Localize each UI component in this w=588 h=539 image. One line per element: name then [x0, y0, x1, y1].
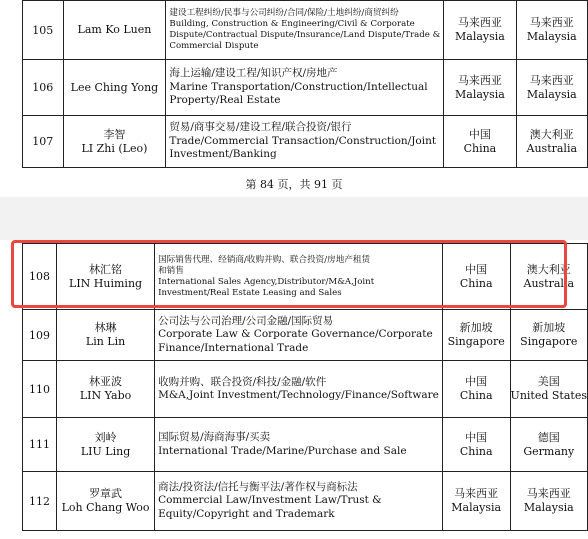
residence [516, 1, 587, 60]
area-line: 国际销售代理、经销商/收购并购、联合投资/房地产租赁 [158, 254, 371, 265]
name-line: Lee Ching Yong [70, 80, 159, 94]
residence-line: 澳大利亚 [526, 262, 571, 276]
area-line: 贸易/商事交易/建设工程/联合投资/银行 [169, 121, 352, 134]
residence-line: Australia [523, 276, 575, 290]
name-line: LIN Huiming [69, 276, 143, 290]
residence [510, 472, 587, 531]
area-line: International Trade/Marine/Purchase and Sale [158, 444, 407, 457]
residence [510, 310, 587, 361]
table-row [23, 310, 588, 361]
residence-line: Singapore [520, 335, 578, 348]
nationality-line: China [459, 389, 493, 402]
name-line: Lam Ko Luen [77, 23, 152, 36]
area-line: 收购并购、联合投资/科技/金融/软件 [158, 375, 327, 388]
area-line: Building, Construction & Engineering/Civil & Corporate [169, 19, 415, 29]
nationality-line: Malaysia [451, 501, 502, 514]
row-number: 110 [23, 361, 57, 418]
name-line: LI Zhi (Leo) [81, 141, 148, 155]
area-line: 国际贸易/海商海事/买卖 [158, 431, 271, 443]
residence [510, 418, 587, 472]
document-page-84 [0, 0, 588, 197]
area-line: 海上运输/建设工程/知识产权/房地产 [169, 67, 338, 80]
area-line: M&A,Joint Investment/Technology/Finance/Software [158, 389, 439, 401]
row-number: 105 [23, 1, 64, 60]
name-line: 林琳 [94, 321, 117, 334]
practice-area [155, 361, 443, 418]
area-line: Corporate Law & Corporate Governance/Corporate [158, 328, 433, 341]
row-number: 112 [23, 472, 57, 531]
residence-line: Australia [526, 141, 578, 155]
area-line: Commercial Dispute [169, 41, 259, 51]
residence-line: 新加坡 [532, 321, 566, 334]
arbitrator-name [63, 60, 166, 116]
area-line: International Sales Agency,Distributor/M&A,Joint [158, 276, 375, 287]
area-line: 商法/投资法/信托与衡平法/著作权与商标法 [158, 480, 358, 493]
residence-line: Malaysia [523, 501, 574, 514]
nationality [442, 310, 510, 361]
page-gap [0, 197, 588, 240]
nationality-line: Malaysia [455, 30, 505, 43]
nationality [444, 1, 516, 60]
arbitrator-name [57, 361, 155, 418]
name-line: 刘岭 [94, 430, 117, 444]
table-row [23, 418, 588, 472]
area-line: 和销售 [158, 265, 184, 276]
area-line: Investment/Real Estate Leasing and Sales [158, 287, 342, 298]
residence-line: Malaysia [526, 87, 577, 101]
nationality-line: 马来西亚 [457, 73, 502, 87]
row-number: 106 [23, 60, 64, 116]
residence-line: 澳大利亚 [529, 127, 574, 141]
arbitrator-name [63, 1, 166, 60]
nationality-line: 中国 [465, 375, 488, 388]
name-line: LIN Yabo [79, 389, 132, 402]
nationality [444, 60, 516, 116]
residence-line: 马来西亚 [529, 73, 574, 87]
nationality-line: China [463, 141, 497, 155]
nationality-line: 马来西亚 [457, 16, 502, 29]
area-line: Commercial Law/Investment Law/Trust & [158, 494, 382, 507]
nationality-line: Singapore [447, 335, 505, 348]
residence-line: 德国 [537, 430, 560, 444]
residence-line: 马来西亚 [529, 16, 574, 29]
arbitrator-name [57, 418, 155, 472]
area-line: 建设工程纠纷/民事与公司纠纷/合同/保险/土地纠纷/商贸纠纷 [169, 8, 399, 18]
row-number: 111 [23, 418, 57, 472]
practice-area [155, 418, 443, 472]
practice-area [166, 116, 444, 168]
area-line: Property/Real Estate [169, 94, 281, 107]
name-line: 李智 [103, 127, 126, 141]
nationality-line: Malaysia [455, 87, 505, 101]
table-row [23, 116, 588, 168]
nationality-line: China [459, 276, 493, 290]
name-line: LIU Ling [80, 444, 131, 458]
practice-area [155, 472, 443, 531]
arbitrator-name [57, 310, 155, 361]
residence [516, 60, 587, 116]
row-number: 108 [23, 244, 57, 310]
practice-area [155, 310, 443, 361]
nationality-line: 中国 [468, 127, 491, 141]
table-row [23, 472, 588, 531]
name-line: 林亚波 [89, 375, 123, 388]
row-number: 107 [23, 116, 64, 168]
nationality [442, 418, 510, 472]
highlight-box-row-108 [11, 240, 567, 308]
residence-line: 美国 [537, 375, 560, 388]
table-row [23, 60, 588, 116]
name-line: Lin Lin [85, 335, 126, 348]
residence [510, 361, 587, 418]
area-line: 公司法与公司治理/公司金融/国际贸易 [158, 314, 334, 327]
row-number: 109 [23, 310, 57, 361]
nationality [444, 116, 516, 168]
nationality [442, 472, 510, 531]
table-row [23, 1, 588, 60]
nationality-line: 马来西亚 [454, 487, 499, 500]
residence-line: Germany [523, 444, 575, 458]
residence [516, 116, 587, 168]
arbitrator-name [57, 472, 155, 531]
table-row [23, 361, 588, 418]
area-line: Dispute/Contractual Dispute/Insurance/Land Dispute/Trade & [169, 30, 441, 40]
nationality-line: 中国 [465, 430, 488, 444]
nationality [442, 361, 510, 418]
name-line: 罗章武 [89, 487, 123, 500]
arbitrator-table-page-84 [22, 0, 588, 168]
area-line: Marine Transportation/Construction/Intellectual [169, 80, 428, 93]
name-line: Loh Chang Woo [61, 501, 150, 514]
name-line: 林汇铭 [89, 262, 123, 276]
practice-area [166, 60, 444, 116]
area-line: Finance/International Trade [158, 341, 309, 354]
residence-line: 马来西亚 [526, 487, 571, 500]
residence-line: Malaysia [526, 30, 577, 43]
residence-line: United States [510, 389, 587, 402]
nationality-line: China [459, 444, 493, 458]
nationality-line: 中国 [465, 262, 488, 276]
arbitrator-name [63, 116, 166, 168]
area-line: Investment/Banking [169, 148, 277, 161]
area-line: Equity/Copyright and Trademark [158, 507, 335, 520]
page-footer: 第 84 页，共 91 页 [245, 178, 343, 191]
nationality-line: 新加坡 [459, 321, 493, 334]
area-line: Trade/Commercial Transaction/Construction/Joint [169, 134, 437, 147]
practice-area [166, 1, 444, 60]
